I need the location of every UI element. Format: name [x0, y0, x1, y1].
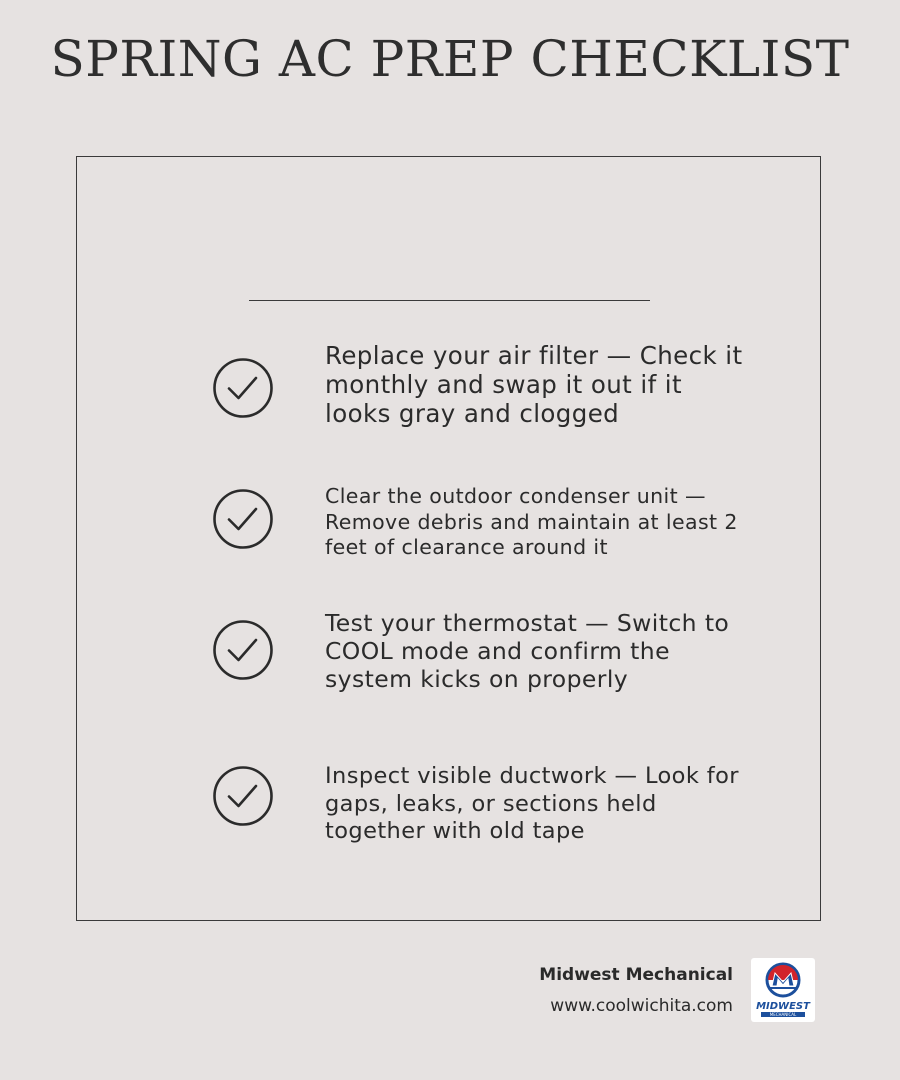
checklist-item — [212, 341, 752, 436]
page-title: SPRING AC PREP CHECKLIST — [50, 30, 850, 88]
company-logo — [751, 958, 815, 1022]
company-name: Midwest Mechanical — [539, 965, 733, 985]
checklist-item-text: Replace your air filter — Check it monthly and swap it out if it looks gray and clogged — [325, 341, 743, 428]
logo-icon — [751, 958, 815, 1022]
checklist-item — [212, 609, 752, 699]
logo-wordmark: MIDWEST — [756, 1001, 810, 1012]
checklist-item — [212, 484, 752, 564]
check-circle-icon — [212, 619, 274, 681]
check-circle-icon — [212, 357, 274, 419]
website-link[interactable]: www.coolwichita.com — [550, 996, 733, 1016]
checklist-item — [212, 763, 752, 853]
check-circle-icon — [212, 765, 274, 827]
divider-line — [249, 300, 650, 301]
logo-subtext: MECHANICAL — [769, 1012, 797, 1018]
check-circle-icon — [212, 488, 274, 550]
checklist-item-text: Test your thermostat — Switch to COOL mode and confirm the system kicks on properly — [325, 609, 730, 693]
checklist-item-text: Inspect visible ductwork — Look for gaps, leaks, or sections held together with old tape — [325, 763, 739, 844]
checklist-item-text: Clear the outdoor condenser unit — Remove debris and maintain at least 2 feet of clearance around it — [325, 484, 738, 559]
